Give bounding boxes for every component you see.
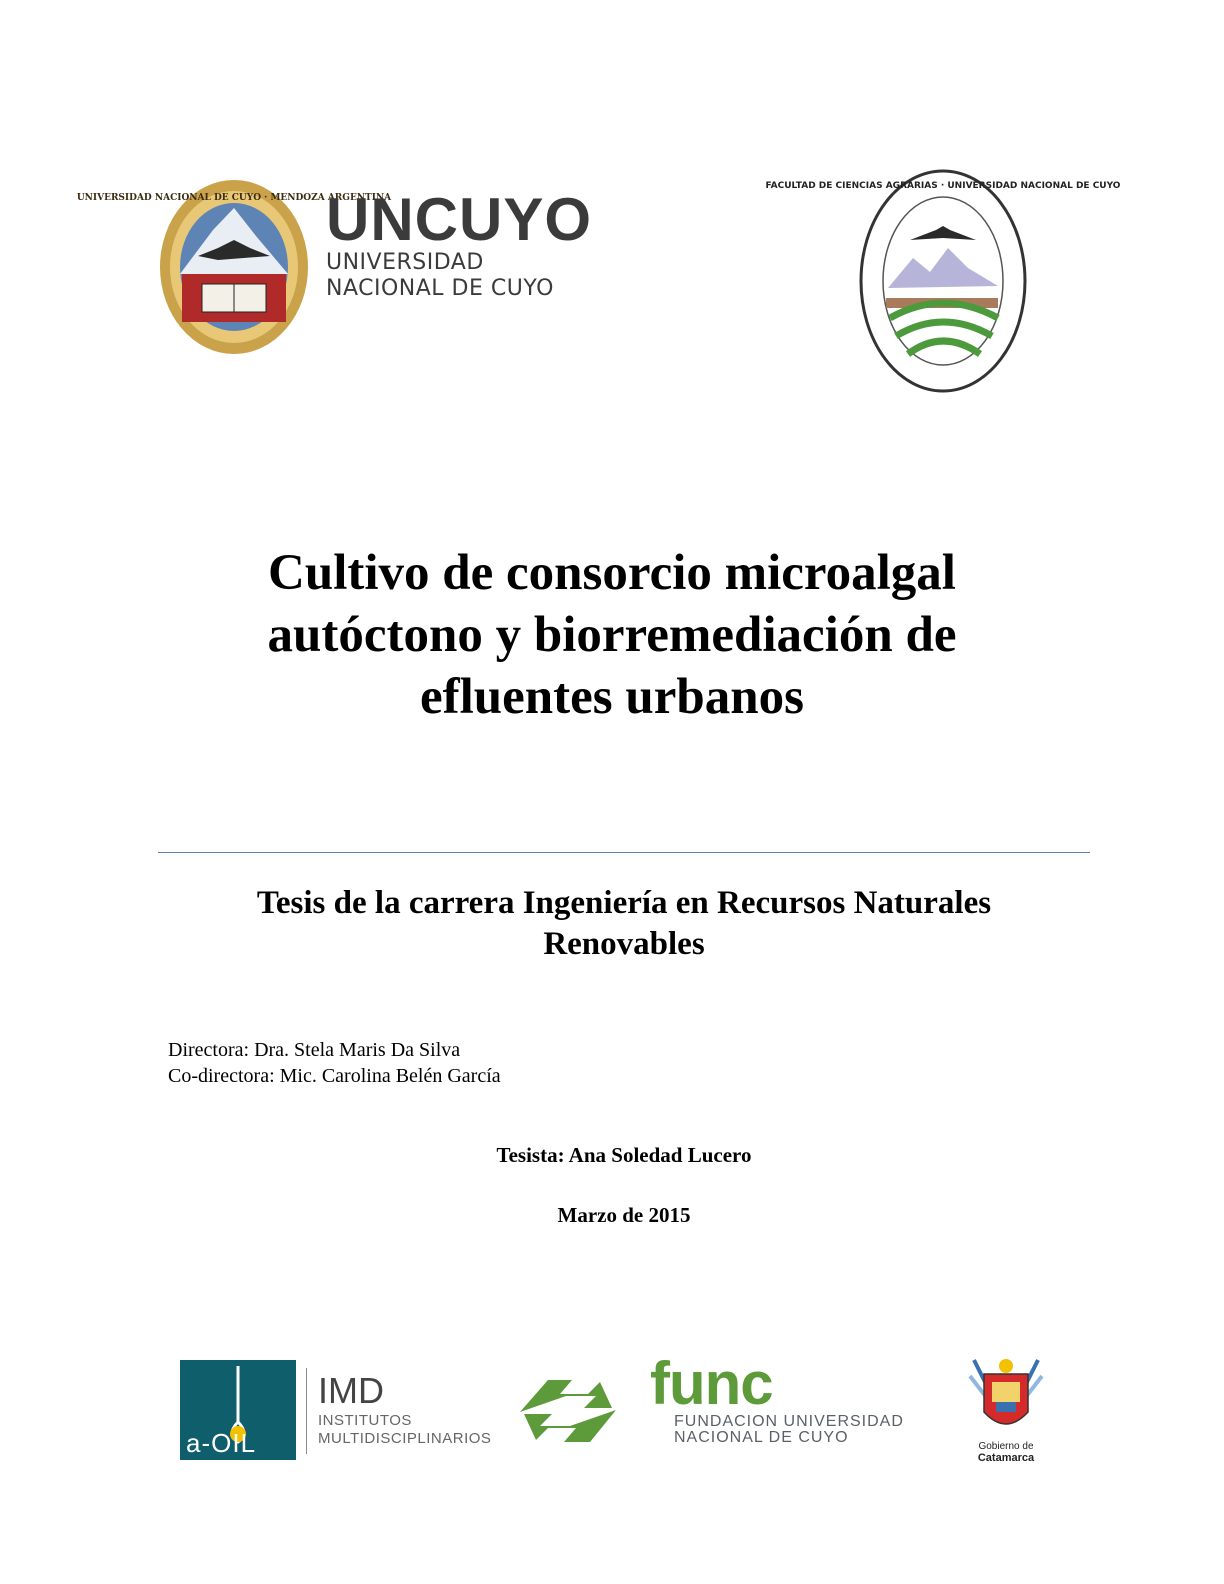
aoil-label: a-OIL [186, 1428, 257, 1458]
tesista: Tesista: Ana Soledad Lucero [496, 1143, 752, 1167]
title-line-2: autóctono y biorremediación de [267, 607, 957, 663]
catamarca-crest-icon [966, 1354, 1046, 1440]
imd-line-1: INSTITUTOS [318, 1412, 412, 1429]
uncuyo-wordmark [326, 186, 593, 302]
title-line-3: efluentes urbanos [420, 669, 804, 725]
func-subtitle [674, 1414, 904, 1446]
subtitle-line-2: Renovables [543, 926, 705, 962]
codirector: Co-directora: Mic. Carolina Belén García [168, 1065, 501, 1087]
subtitle-line-1: Tesis de la carrera Ingeniería en Recursos Naturales [256, 885, 992, 921]
title-line-1: Cultivo de consorcio microalgal [268, 545, 956, 601]
uncuyo-line-1: UNIVERSIDAD [326, 250, 484, 275]
imd-title: IMD [318, 1370, 384, 1411]
imd-divider [306, 1368, 307, 1454]
uncuyo-brand: UNCUYO [326, 186, 593, 253]
date: Marzo de 2015 [557, 1203, 691, 1227]
uncuyo-line-2: NACIONAL DE CUYO [326, 276, 554, 301]
directors-block [168, 1037, 501, 1089]
uncuyo-seal-logo [76, 178, 392, 356]
seal-left-text: UNIVERSIDAD NACIONAL DE CUYO · MENDOZA ARGENTINA [76, 193, 392, 203]
agrarias-seal-logo [765, 168, 1121, 394]
thesis-title [180, 542, 1044, 728]
thesis-subtitle [158, 883, 1090, 965]
gob-prefix: Gobierno de [978, 1441, 1034, 1452]
gob-name: Catamarca [977, 1452, 1035, 1464]
func-wordmark: func [650, 1350, 773, 1417]
func-line-1: FUNDACION UNIVERSIDAD [674, 1413, 904, 1430]
catamarca-label [950, 1441, 1062, 1464]
seal-right-text: FACULTAD DE CIENCIAS AGRARIAS · UNIVERSIDAD NACIONAL DE CUYO [765, 181, 1121, 191]
imd-subtitle [318, 1412, 491, 1448]
func-recycle-icon [500, 1360, 636, 1460]
func-line-2: NACIONAL DE CUYO [674, 1429, 849, 1446]
director: Directora: Dra. Stela Maris Da Silva [168, 1039, 461, 1061]
title-divider [158, 852, 1090, 853]
imd-line-2: MULTIDISCIPLINARIOS [318, 1430, 492, 1447]
